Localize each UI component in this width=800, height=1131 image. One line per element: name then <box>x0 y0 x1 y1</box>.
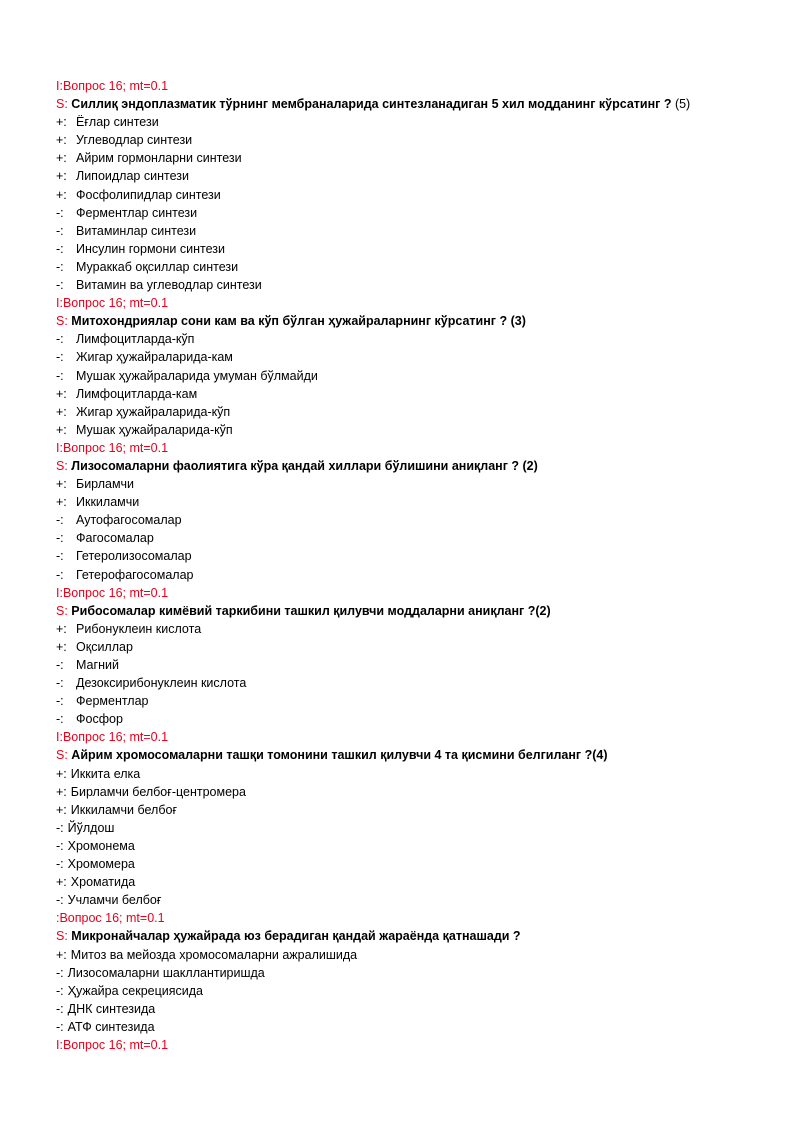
answer-text: Гетерофагосомалар <box>76 567 194 582</box>
answer-sign: -: <box>56 332 64 347</box>
question-header: I:Вопрос 16; mt=0.1 <box>56 440 169 455</box>
answer-option <box>56 801 800 819</box>
answer-text: АТФ синтезида <box>67 1019 155 1034</box>
question-text: Микронайчалар ҳужайрада юз берадиган қандай жараёнда қатнашади ? <box>71 929 521 944</box>
answer-option <box>56 511 800 529</box>
answer-text: Гетеролизосомалар <box>76 549 192 564</box>
answer-text: Айрим гормонларни синтези <box>76 151 242 166</box>
answer-sign: +: <box>56 151 67 166</box>
answer-text: Мураккаб оқсиллар синтези <box>76 259 239 274</box>
question-block <box>56 728 800 909</box>
answer-text: Жигар ҳужайраларида-кам <box>76 350 233 365</box>
question-label: S: <box>56 97 68 112</box>
answer-text: Иккиламчи белбоғ <box>70 802 178 817</box>
question-header: I:Вопрос 16; mt=0.1 <box>56 296 169 311</box>
answer-option <box>56 204 800 222</box>
answer-text: Фагосомалар <box>76 531 154 546</box>
answer-sign: -: <box>56 694 64 709</box>
answer-option <box>56 475 800 493</box>
question-label: S: <box>56 314 68 329</box>
answer-option <box>56 638 800 656</box>
answer-sign: -: <box>56 205 64 220</box>
answer-sign: -: <box>56 531 64 546</box>
answer-option <box>56 348 800 366</box>
answer-option <box>56 982 800 1000</box>
answer-text: Иккиламчи <box>76 495 140 510</box>
question-text: Рибосомалар кимёвий таркибини ташкил қилувчи моддаларни аниқланг ?(2) <box>71 603 551 618</box>
answer-option <box>56 674 800 692</box>
answer-text: Магний <box>76 658 119 672</box>
answer-sign: +: <box>56 784 67 799</box>
answer-option <box>56 385 800 403</box>
answer-sign: -: <box>56 857 64 872</box>
answer-text: Липоидлар синтези <box>76 169 189 184</box>
question-line <box>56 457 800 475</box>
answer-sign: -: <box>56 983 64 998</box>
answer-text: Лимфоцитларда-кўп <box>76 332 195 347</box>
answer-sign: +: <box>56 639 67 654</box>
answer-option <box>56 566 800 584</box>
answer-sign: +: <box>56 621 67 636</box>
answer-option <box>56 547 800 565</box>
answer-sign: +: <box>56 947 67 962</box>
question-label: S: <box>56 458 68 473</box>
question-label: S: <box>56 929 68 944</box>
answer-option <box>56 837 800 855</box>
question-block <box>56 439 800 584</box>
answer-option <box>56 692 800 710</box>
question-text: Айрим хромосомаларни ташқи томонини ташкил қилувчи 4 та қисмини белгиланг ?(4) <box>71 748 608 763</box>
question-block <box>56 584 800 729</box>
answer-sign: -: <box>56 820 64 835</box>
answer-option <box>56 891 800 909</box>
question-header: I:Вопрос 16; mt=0.1 <box>56 79 169 93</box>
answer-text: Рибонуклеин кислота <box>76 621 202 636</box>
answer-option <box>56 186 800 204</box>
answer-option <box>56 222 800 240</box>
answer-sign: -: <box>56 676 64 691</box>
answer-text: Митоз ва мейозда хромосомаларни ажралишида <box>70 947 358 962</box>
answer-sign: -: <box>56 259 64 274</box>
answer-option <box>56 493 800 511</box>
answer-option <box>56 149 800 167</box>
answer-option <box>56 765 800 783</box>
answer-sign: +: <box>56 187 67 202</box>
answer-text: Углеводлар синтези <box>76 133 193 148</box>
answer-sign: +: <box>56 386 67 401</box>
answer-text: Мушак ҳужайраларида умуман бўлмайди <box>76 368 318 383</box>
answer-text: Учламчи белбоғ <box>67 893 162 908</box>
answer-text: Бирламчи <box>76 477 135 492</box>
answer-sign: -: <box>56 838 64 853</box>
answer-sign: -: <box>56 965 64 980</box>
answer-sign: +: <box>56 169 67 184</box>
answer-sign: -: <box>56 368 64 383</box>
answer-option <box>56 403 800 421</box>
answer-sign: -: <box>56 1019 64 1034</box>
answer-option <box>56 656 800 674</box>
answer-text: Йўлдош <box>67 820 115 835</box>
answer-sign: +: <box>56 477 67 492</box>
answer-sign: -: <box>56 223 64 238</box>
question-block <box>56 909 800 1036</box>
answer-text: Хроматида <box>70 875 136 890</box>
answer-text: Фосфор <box>76 712 123 727</box>
answer-option <box>56 1000 800 1018</box>
answer-sign: +: <box>56 422 67 437</box>
answer-sign: -: <box>56 658 64 672</box>
answer-text: Лизосомаларни шакллантиришда <box>67 965 265 980</box>
answer-text: Бирламчи белбоғ-центромера <box>70 784 246 799</box>
question-line <box>56 602 800 620</box>
answer-option <box>56 258 800 276</box>
answer-option <box>56 620 800 638</box>
answer-text: Фосфолипидлар синтези <box>76 187 221 202</box>
answer-option <box>56 131 800 149</box>
question-text: Силлиқ эндоплазматик тўрнинг мембраналарида синтезланадиган 5 хил модданинг кўрсатинг ? <box>71 97 672 112</box>
answer-text: Иккита елка <box>70 766 141 781</box>
answer-text: Ҳужайра секрециясида <box>67 983 204 998</box>
question-line <box>56 746 800 764</box>
answer-sign: +: <box>56 115 67 130</box>
question-header: I:Вопрос 16; mt=0.1 <box>56 730 169 745</box>
answer-option <box>56 167 800 185</box>
question-header: I:Вопрос 16; mt=0.1 <box>56 1037 169 1052</box>
question-block <box>56 77 800 294</box>
answer-sign: -: <box>56 567 64 582</box>
question-answer-count: (5) <box>674 97 691 112</box>
question-label: S: <box>56 603 68 618</box>
answer-text: Ферментлар синтези <box>76 205 198 220</box>
answer-sign: +: <box>56 133 67 148</box>
answer-option <box>56 819 800 837</box>
answer-text: Аутофагосомалар <box>76 513 182 528</box>
question-text: Митохондриялар сони кам ва кўп бўлган ҳужайраларнинг кўрсатинг ? (3) <box>71 314 526 329</box>
answer-text: Жигар ҳужайраларида-кўп <box>76 404 231 419</box>
question-header: I:Вопрос 16; mt=0.1 <box>56 585 169 600</box>
answer-option <box>56 240 800 258</box>
answer-text: Инсулин гормони синтези <box>76 241 225 256</box>
answer-option <box>56 946 800 964</box>
answer-option <box>56 330 800 348</box>
answer-text: Дезоксирибонуклеин кислота <box>76 676 247 691</box>
answer-option <box>56 873 800 891</box>
answer-option <box>56 855 800 873</box>
question-line <box>56 927 800 945</box>
question-text: Лизосомаларни фаолиятига кўра қандай хиллари бўлишини аниқланг ? (2) <box>71 458 538 473</box>
answer-option <box>56 367 800 385</box>
answer-text: Витамин ва углеводлар синтези <box>76 278 262 293</box>
answer-option <box>56 113 800 131</box>
answer-sign: +: <box>56 766 67 781</box>
answer-sign: -: <box>56 278 64 293</box>
answer-option <box>56 964 800 982</box>
answer-option <box>56 1018 800 1036</box>
question-label: S: <box>56 748 68 763</box>
answer-sign: +: <box>56 802 67 817</box>
answer-sign: -: <box>56 241 64 256</box>
answer-text: Ферментлар <box>76 694 149 709</box>
answer-text: Мушак ҳужайраларида-кўп <box>76 422 233 437</box>
question-line <box>56 95 800 113</box>
answer-option <box>56 710 800 728</box>
answer-text: Хромомера <box>67 857 135 872</box>
answer-sign: +: <box>56 875 67 890</box>
answer-option <box>56 421 800 439</box>
answer-text: Лимфоцитларда-кам <box>76 386 198 401</box>
answer-sign: -: <box>56 893 64 908</box>
answer-option <box>56 783 800 801</box>
answer-sign: +: <box>56 404 67 419</box>
answer-text: Оқсиллар <box>76 639 133 654</box>
answer-sign: -: <box>56 1001 64 1016</box>
answer-sign: -: <box>56 513 64 528</box>
answer-text: Витаминлар синтези <box>76 223 197 238</box>
answer-text: ДНК синтезида <box>67 1001 156 1016</box>
answer-sign: -: <box>56 350 64 365</box>
answer-sign: -: <box>56 712 64 727</box>
question-line <box>56 312 800 330</box>
answer-text: Хромонема <box>67 838 135 853</box>
answer-option <box>56 276 800 294</box>
question-header: :Вопрос 16; mt=0.1 <box>56 911 165 926</box>
answer-text: Ёғлар синтези <box>76 115 159 130</box>
answer-option <box>56 529 800 547</box>
answer-sign: -: <box>56 549 64 564</box>
answer-sign: +: <box>56 495 67 510</box>
question-block <box>56 294 800 439</box>
